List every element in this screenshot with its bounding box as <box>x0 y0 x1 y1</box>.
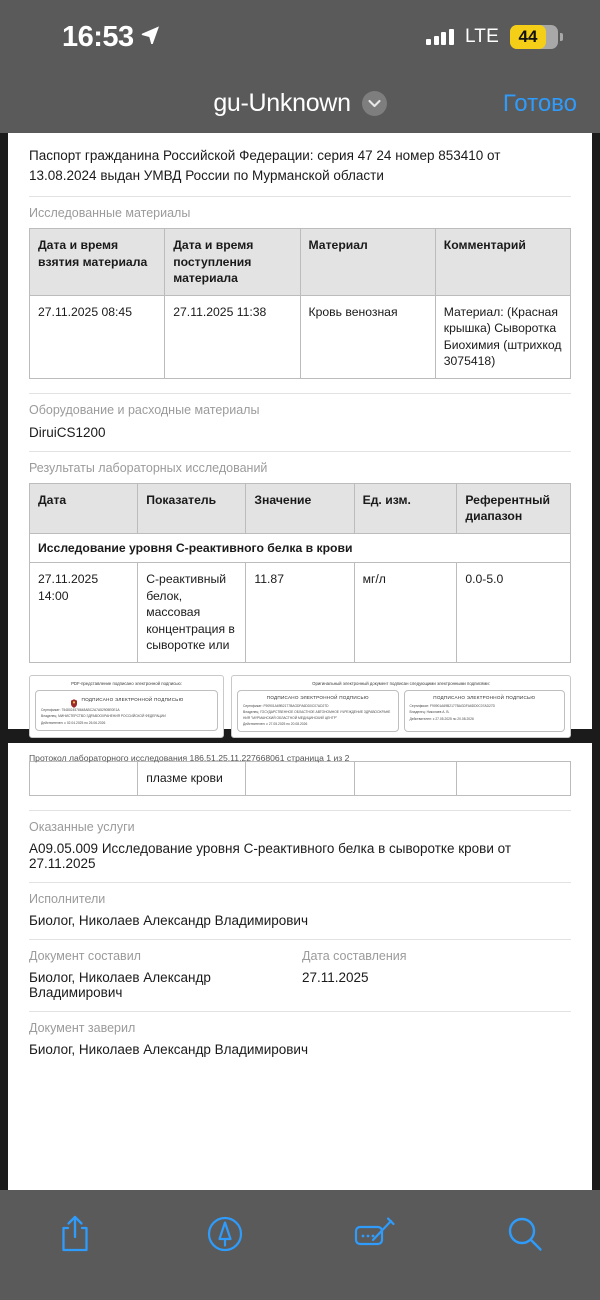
page-footer-note: Протокол лабораторного исследования 186.51.25.11.227668061 страница 1 из 2 <box>29 753 350 764</box>
continued-results-table <box>29 761 571 796</box>
cell-reference-range <box>457 762 571 796</box>
original-signature-caption: Оригинальный электронный документ подписан следующими электронными подписями: <box>312 680 490 686</box>
bottom-toolbar <box>0 1190 600 1300</box>
chevron-down-icon[interactable] <box>362 91 387 116</box>
network-type-label: LTE <box>464 26 499 47</box>
table-row <box>30 295 571 378</box>
table-row <box>30 762 571 796</box>
col-indicator: Показатель <box>138 483 246 533</box>
russian-coat-of-arms-icon <box>70 695 78 704</box>
col-receive-datetime: Дата и время поступления материала <box>165 229 300 296</box>
annotate-button[interactable] <box>300 1206 450 1266</box>
results-table <box>29 483 571 663</box>
services-value: A09.05.009 Исследование уровня С-реактивного белка в сыворотке крови от 27.11.2025 <box>29 840 512 871</box>
markup-pen-icon <box>206 1215 244 1258</box>
original-signature-cards <box>237 690 565 733</box>
cell-receive-datetime: 27.11.2025 11:38 <box>165 295 300 378</box>
table-header-row <box>30 483 571 533</box>
cell-unit <box>354 762 457 796</box>
table-header-row <box>30 229 571 296</box>
composed-by-value: Биолог, Николаев Александр Владимирович <box>29 969 211 1000</box>
navigation-bar <box>0 74 600 133</box>
share-icon <box>58 1214 92 1259</box>
col-material: Материал <box>300 229 435 296</box>
signature-owner: Владелец: Николаев А. В. <box>409 710 450 715</box>
location-arrow-icon <box>141 25 160 49</box>
services-label: Оказанные услуги <box>29 819 135 834</box>
pdf-signature-block <box>29 675 224 739</box>
divider <box>29 393 571 394</box>
performers-value: Биолог, Николаев Александр Владимирович <box>29 912 308 928</box>
signature-title: ПОДПИСАНО ЭЛЕКТРОННОЙ ПОДПИСЬЮ <box>266 694 369 700</box>
table-row <box>30 563 571 663</box>
signature-card <box>237 690 399 733</box>
group-title: Исследование уровня С-реактивного белка в крови <box>30 533 571 563</box>
cell-value <box>246 762 354 796</box>
signature-card-header <box>41 695 212 707</box>
document-page-2 <box>8 743 592 1190</box>
battery-indicator <box>510 25 558 49</box>
divider <box>29 939 571 940</box>
status-bar <box>0 0 600 74</box>
equipment-section-label: Оборудование и расходные материалы <box>29 402 260 417</box>
search-button[interactable] <box>450 1206 600 1266</box>
signature-card-header <box>243 695 393 703</box>
composed-row-labels <box>29 949 571 970</box>
cell-date: 27.11.2025 14:00 <box>30 563 138 663</box>
sign-annotate-icon <box>353 1215 397 1258</box>
status-bar-right <box>426 25 558 49</box>
signature-cert: Сертификат: F90901A69B2177BAGDFA6DD0C07AD27D <box>409 703 496 708</box>
signature-title: ПОДПИСАНО ЭЛЕКТРОННОЙ ПОДПИСЬЮ <box>81 696 184 702</box>
status-bar-left <box>62 21 160 54</box>
signature-validity: Действителен: с 27.05.2025 по 20.08.2026 <box>243 722 308 727</box>
cell-date <box>30 762 138 796</box>
signature-title: ПОДПИСАНО ЭЛЕКТРОННОЙ ПОДПИСЬЮ <box>433 694 536 700</box>
certified-by-label: Документ заверил <box>29 1020 136 1035</box>
status-time: 16:53 <box>62 20 134 53</box>
composed-date-label: Дата составления <box>302 948 407 963</box>
col-sample-datetime: Дата и время взятия материала <box>30 229 165 296</box>
materials-section-label: Исследованные материалы <box>29 206 191 220</box>
done-button[interactable]: Готово <box>502 89 577 117</box>
signature-owner: Владелец: ГОСУДАРСТВЕННОЕ ОБЛАСТНОЕ АВТОНОМНОЕ УЧРЕЖДЕНИЕ ЗДРАВООХРАНЕНИЯ "МУРМАНСКИЙ ОБЛАСТНОЙ МЕДИЦИНСКИЙ ЦЕНТР" <box>243 710 391 720</box>
divider <box>29 882 571 883</box>
signature-cert: Сертификат: 7548024578648ABC2A7A52905E0E1A <box>41 707 120 712</box>
share-button[interactable] <box>0 1206 150 1266</box>
pdf-signature-cards <box>35 690 218 732</box>
signature-card-header <box>410 695 560 703</box>
passport-info-text: Паспорт гражданина Российской Федерации: серия 47 24 номер 853410 от 13.08.2024 выдан УМВД России по Мурманской области <box>29 148 501 183</box>
performers-label: Исполнители <box>29 891 106 906</box>
certified-by-value: Биолог, Николаев Александр Владимирович <box>29 1041 308 1057</box>
table-group-row <box>30 533 571 563</box>
signature-band <box>29 675 571 739</box>
composed-row-values <box>29 970 571 1011</box>
col-value: Значение <box>246 483 354 533</box>
cell-material: Кровь венозная <box>300 295 435 378</box>
col-date: Дата <box>30 483 138 533</box>
composed-by-label: Документ составил <box>29 948 141 963</box>
signature-validity: Действителен: с 27.05.2025 по 20.08.2026 <box>409 717 474 722</box>
cell-reference-range: 0.0-5.0 <box>457 563 571 663</box>
search-icon <box>506 1215 544 1258</box>
document-title: gu-Unknown <box>213 89 351 117</box>
divider <box>29 1011 571 1012</box>
cell-unit: мг/л <box>354 563 457 663</box>
signature-cert: Сертификат: F90901A69B2177BAGDFA6DD0C07AD27D <box>243 703 329 708</box>
divider <box>29 451 571 452</box>
cellular-signal-icon <box>426 29 454 45</box>
original-signature-block <box>231 675 571 739</box>
composed-date-value: 27.11.2025 <box>302 969 369 985</box>
results-section-label: Результаты лабораторных исследований <box>29 460 268 475</box>
document-page-1 <box>8 133 592 764</box>
signature-card <box>35 690 218 732</box>
divider <box>29 196 571 197</box>
cell-sample-datetime: 27.11.2025 08:45 <box>30 295 165 378</box>
markup-button[interactable] <box>150 1206 300 1266</box>
document-title-menu[interactable] <box>213 89 386 118</box>
col-reference-range: Референтный диапазон <box>457 483 571 533</box>
cell-indicator: плазме крови <box>138 762 246 796</box>
cell-value: 11.87 <box>246 563 354 663</box>
signature-validity: Действителен: с 02.04.2025 по 26.06.2026 <box>41 721 106 726</box>
pdf-signature-caption: PDF-представление подписано электронной подписью: <box>71 680 182 686</box>
battery-percent: 44 <box>518 27 538 46</box>
materials-table <box>29 228 571 379</box>
equipment-value: DiruiCS1200 <box>29 424 106 440</box>
divider <box>29 810 571 811</box>
col-unit: Ед. изм. <box>354 483 457 533</box>
signature-card <box>404 690 566 733</box>
signature-owner: Владелец: МИНИСТЕРСТВО ЗДРАВООХРАНЕНИЯ РОССИЙСКОЙ ФЕДЕРАЦИИ <box>41 714 166 719</box>
col-comment: Комментарий <box>435 229 570 296</box>
document-scroll-view[interactable] <box>0 133 600 1190</box>
cell-indicator: С-реактивный белок, массовая концентрация в сыворотке или <box>138 563 246 663</box>
cell-comment: Материал: (Красная крышка) Сыворотка Биохимия (штрихкод 3075418) <box>435 295 570 378</box>
